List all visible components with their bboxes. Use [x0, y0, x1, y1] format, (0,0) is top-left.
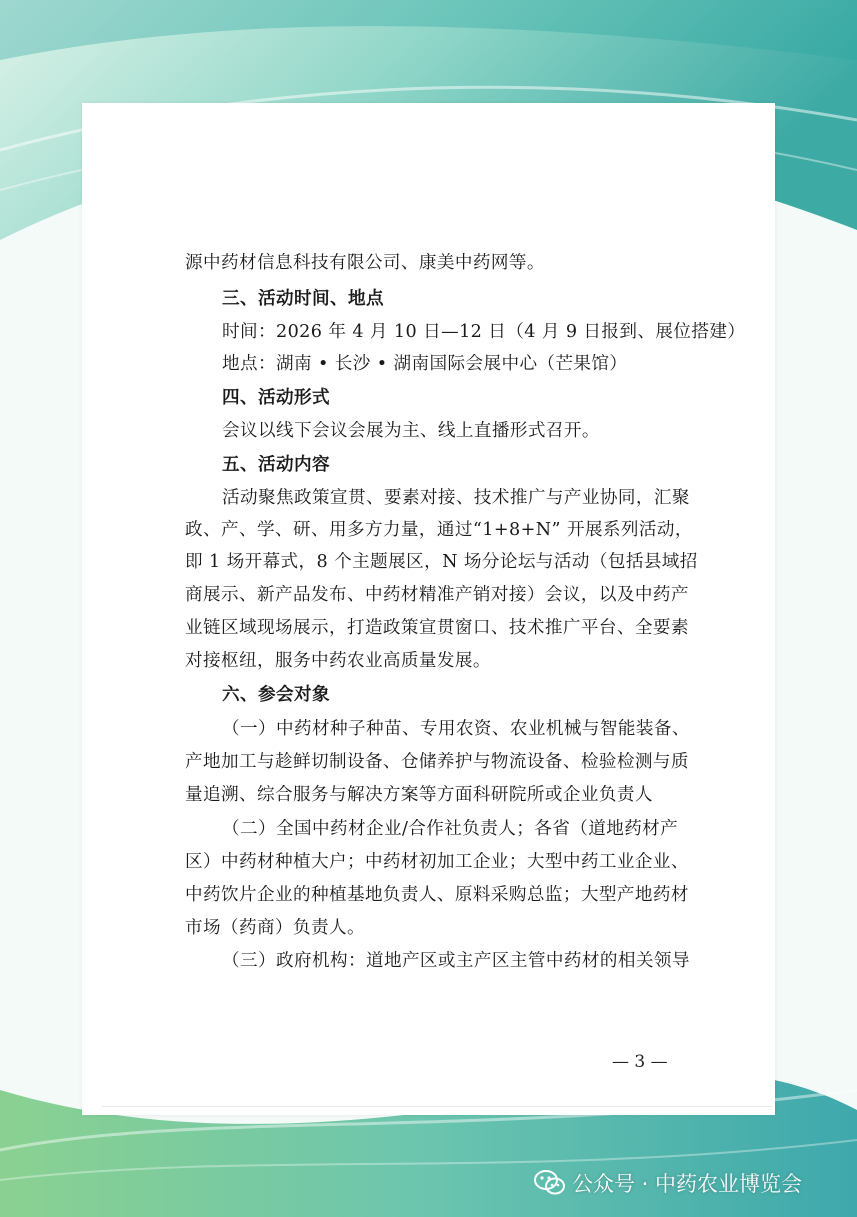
- document-page: [82, 103, 775, 1115]
- watermark-text: 公众号 · 中药农业博览会: [572, 1172, 803, 1196]
- text-line: 会议以线下会议会展为主、线上直播形式召开。: [222, 421, 600, 441]
- text-line: 区）中药材种植大户；中药材初加工企业；大型中药工业企业、: [185, 852, 689, 872]
- section-heading: 五、活动内容: [222, 454, 330, 475]
- page-number: — 3 —: [612, 1052, 668, 1072]
- section-heading: 六、参会对象: [222, 684, 330, 705]
- text-line: （一）中药材种子种苗、专用农资、农业机械与智能装备、: [222, 719, 690, 739]
- wechat-icon: [534, 1169, 566, 1197]
- text-line: （三）政府机构：道地产区或主产区主管中药材的相关领导: [222, 951, 690, 971]
- text-line: 业链区域现场展示，打造政策宣贯窗口、技术推广平台、全要素: [185, 618, 689, 638]
- text-line: 中药饮片企业的种植基地负责人、原料采购总监；大型产地药材: [185, 885, 689, 905]
- text-line: 地点：湖南 • 长沙 • 湖南国际会展中心（芒果馆）: [222, 354, 628, 374]
- text-line: 市场（药商）负责人。: [185, 918, 365, 938]
- text-line: 产地加工与趁鲜切制设备、仓储养护与物流设备、检验检测与质: [185, 752, 689, 772]
- text-line: 政、产、学、研、用多方力量，通过“1+8+N” 开展系列活动，: [185, 520, 693, 540]
- text-line: 即 1 场开幕式，8 个主题展区，N 场分论坛与活动（包括县域招: [185, 552, 698, 572]
- text-line: 量追溯、综合服务与解决方案等方面科研院所或企业负责人: [185, 785, 653, 805]
- wechat-watermark: [534, 1168, 802, 1198]
- section-heading: 四、活动形式: [222, 387, 330, 408]
- text-line: 活动聚焦政策宣贯、要素对接、技术推广与产业协同，汇聚: [222, 488, 690, 508]
- text-line: 商展示、新产品发布、中药材精准产销对接）会议，以及中药产: [185, 585, 689, 605]
- text-line: 对接枢纽，服务中药农业高质量发展。: [185, 651, 491, 671]
- text-line: 源中药材信息科技有限公司、康美中药网等。: [185, 253, 545, 273]
- section-heading: 三、活动时间、地点: [222, 288, 384, 309]
- text-line: 时间：2026 年 4 月 10 日—12 日（4 月 9 日报到、展位搭建）: [222, 322, 746, 342]
- footer-divider: [102, 1106, 772, 1107]
- text-line: （二）全国中药材企业/合作社负责人；各省（道地药材产: [222, 819, 679, 839]
